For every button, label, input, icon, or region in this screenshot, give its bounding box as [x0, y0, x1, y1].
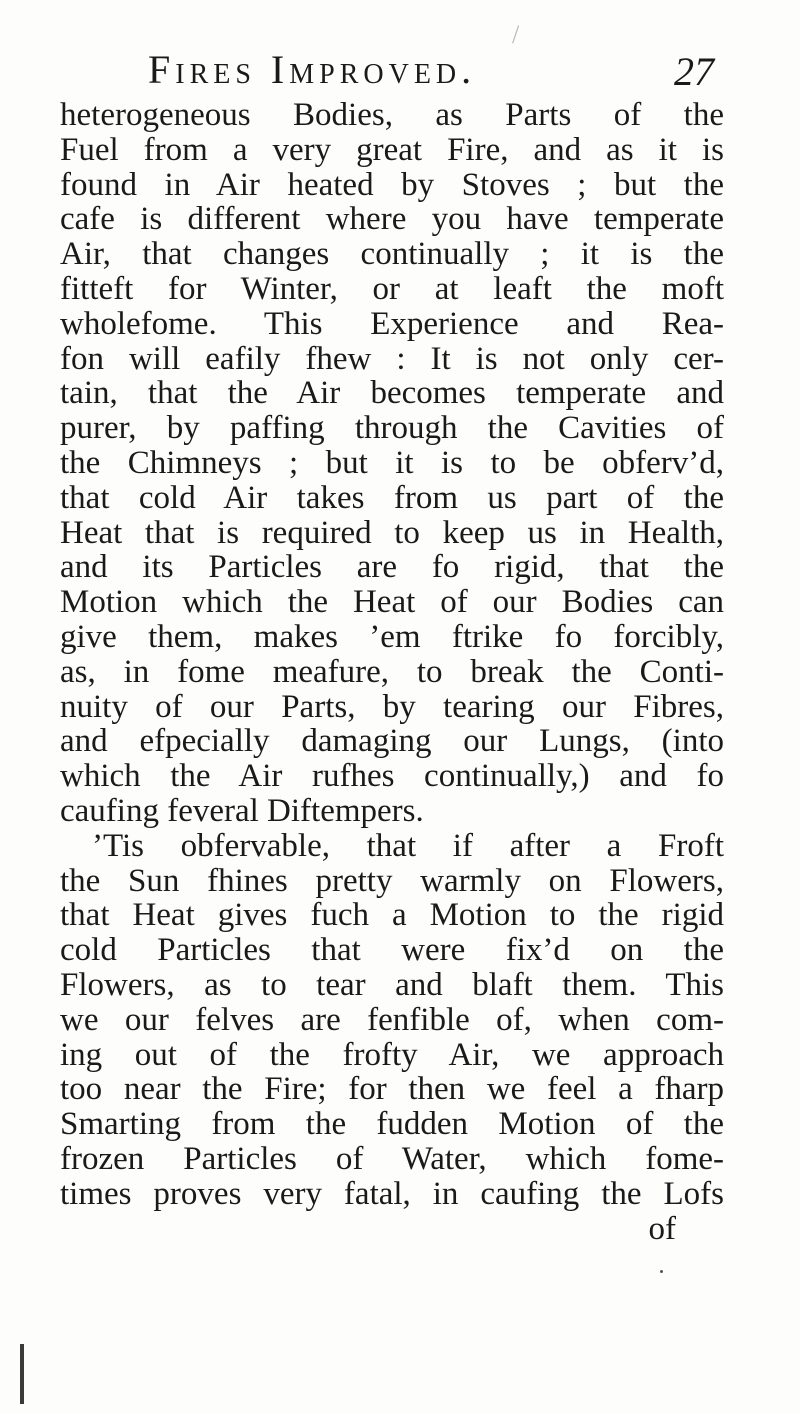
running-title: Fires Improved.	[148, 47, 477, 92]
text-line: Flowers, as to tear and blaft them. This	[60, 966, 724, 1003]
text-line: Heat that is required to keep us in Health,	[60, 514, 724, 551]
text-line: and its Particles are fo rigid, that the	[60, 549, 724, 586]
text-line: that Heat gives fuch a Motion to the rigid	[60, 897, 724, 934]
page-number: 27	[674, 49, 714, 94]
text-line: which the Air rufhes continually,) and fo	[60, 758, 724, 795]
text-line: Smarting from the fudden Motion of the	[60, 1106, 724, 1143]
catchword: of	[648, 1210, 676, 1247]
text-line: as, in fome meafure, to break the Conti-	[60, 653, 724, 690]
text-line: Motion which the Heat of our Bodies can	[60, 584, 724, 621]
paper-speck	[660, 1270, 663, 1273]
text-line: the Chimneys ; but it is to be obferv’d,	[60, 444, 724, 481]
text-line: nuity of our Parts, by tearing our Fibres,	[60, 688, 724, 725]
text-line: we our felves are fenfible of, when com-	[60, 1001, 724, 1038]
text-line: the Sun fhines pretty warmly on Flowers,	[60, 862, 724, 899]
text-line: and efpecially damaging our Lungs, (into	[60, 723, 724, 760]
text-line: fon will eafily fhew : It is not only cer-	[60, 340, 724, 377]
text-line: cafe is different where you have temperate	[60, 201, 724, 238]
header-pencil-mark: /	[512, 20, 520, 49]
text-line: fitteft for Winter, or at leaft the moft	[60, 270, 724, 307]
text-line: too near the Fire; for then we feel a fharp	[60, 1071, 724, 1108]
text-line: tain, that the Air becomes temperate and	[60, 375, 724, 412]
text-line: heterogeneous Bodies, as Parts of the	[60, 97, 724, 133]
body-text	[60, 98, 724, 1246]
text-line: frozen Particles of Water, which fome-	[60, 1140, 724, 1177]
text-line: wholefome. This Experience and Rea-	[60, 305, 724, 342]
page-header	[0, 20, 800, 94]
text-line: Fuel from a very great Fire, and as it is	[60, 131, 724, 168]
text-line: Air, that changes continually ; it is the	[60, 236, 724, 273]
text-line: purer, by paffing through the Cavities of	[60, 410, 724, 447]
text-line: give them, makes ’em ftrike fo forcibly,	[60, 618, 724, 655]
text-line: times proves very fatal, in caufing the Lofs	[60, 1175, 724, 1212]
text-line: cold Particles that were fix’d on the	[60, 932, 724, 969]
text-line: that cold Air takes from us part of the	[60, 479, 724, 516]
binding-edge-mark	[20, 1344, 24, 1404]
text-line: found in Air heated by Stoves ; but the	[60, 166, 724, 203]
text-line-paragraph-end: caufing feveral Diftempers.	[60, 792, 424, 829]
text-line-paragraph-start: ’Tis obfervable, that if after a Froft	[92, 827, 724, 864]
text-line: ing out of the frofty Air, we approach	[60, 1036, 724, 1073]
